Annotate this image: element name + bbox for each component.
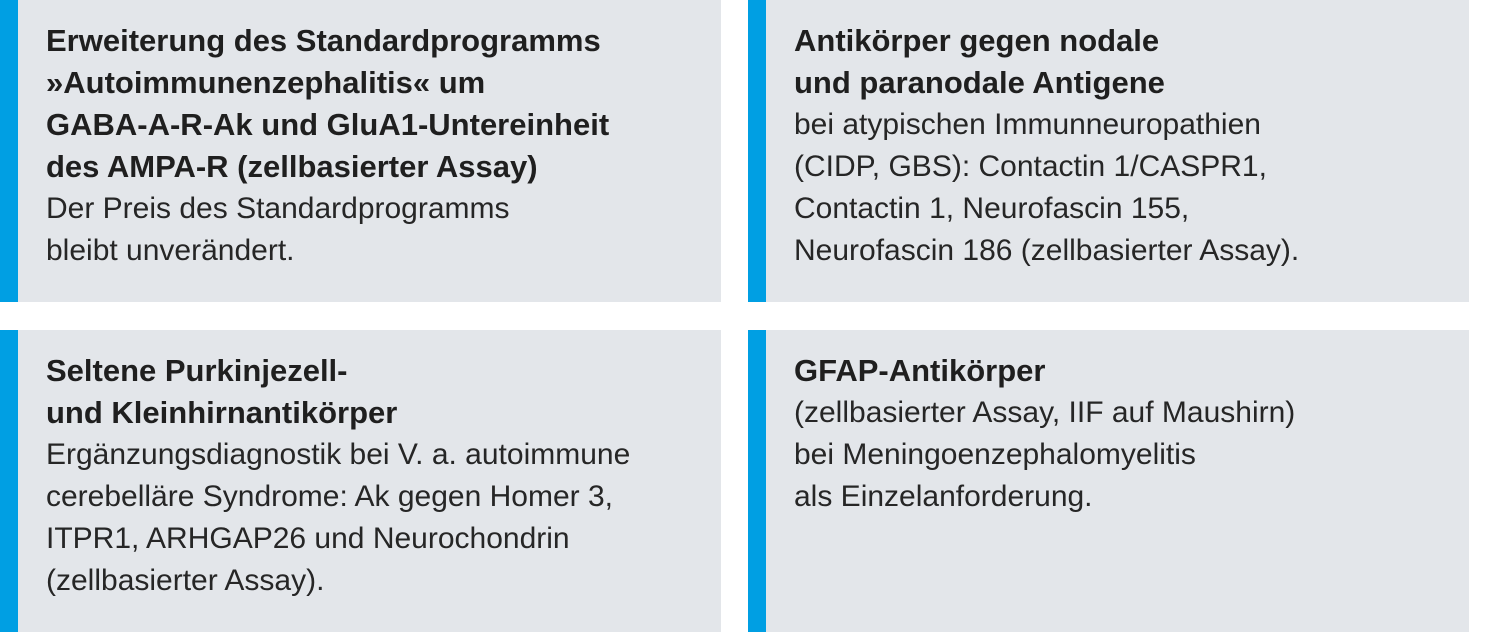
card-content [794, 350, 1459, 518]
card-title-line: Erweiterung des Standardprogramms [46, 23, 601, 58]
card-body-line: cerebelläre Syndrome: Ak gegen Homer 3, [46, 480, 613, 513]
card-title-line: GABA-A-R-Ak und GluA1-Untereinheit [46, 107, 610, 142]
card-content [794, 20, 1459, 272]
card-body-line: (zellbasierter Assay). [46, 564, 325, 597]
card-accent-bar [748, 0, 766, 302]
card-body-line: (zellbasierter Assay, IIF auf Maushirn) [794, 396, 1296, 429]
card-content [46, 350, 711, 602]
info-card-autoimmunenzephalitis [0, 0, 721, 302]
card-body-line: Ergänzungsdiagnostik bei V. a. autoimmune [46, 438, 631, 471]
card-body-line: Neurofascin 186 (zellbasierter Assay). [794, 234, 1300, 267]
card-accent-bar [0, 330, 18, 632]
info-card-nodale-antigene [748, 0, 1469, 302]
card-title-line: Antikörper gegen nodale [794, 23, 1160, 58]
card-body-line: bei atypischen Immunneuropathien [794, 108, 1261, 141]
card-title-line: des AMPA-R (zellbasierter Assay) [46, 149, 538, 184]
info-card-purkinjezell [0, 330, 721, 632]
card-title-line: und Kleinhirnantikörper [46, 395, 398, 430]
card-title-line: und paranodale Antigene [794, 65, 1165, 100]
card-body-line: bleibt unverändert. [46, 234, 295, 267]
card-body-line: ITPR1, ARHGAP26 und Neurochondrin [46, 522, 570, 555]
card-title-line: GFAP-Antikörper [794, 353, 1046, 388]
card-content [46, 20, 711, 272]
card-body-line: (CIDP, GBS): Contactin 1/CASPR1, [794, 150, 1267, 183]
card-body-line: bei Meningoenzephalomyelitis [794, 438, 1196, 471]
card-title-line: »Autoimmunenzephalitis« um [46, 65, 486, 100]
card-body-line: Contactin 1, Neurofascin 155, [794, 192, 1190, 225]
info-card-gfap [748, 330, 1469, 632]
card-body-line: Der Preis des Standardprogramms [46, 192, 510, 225]
card-title-line: Seltene Purkinjezell- [46, 353, 348, 388]
card-accent-bar [0, 0, 18, 302]
card-accent-bar [748, 330, 766, 632]
card-body-line: als Einzelanforderung. [794, 480, 1093, 513]
